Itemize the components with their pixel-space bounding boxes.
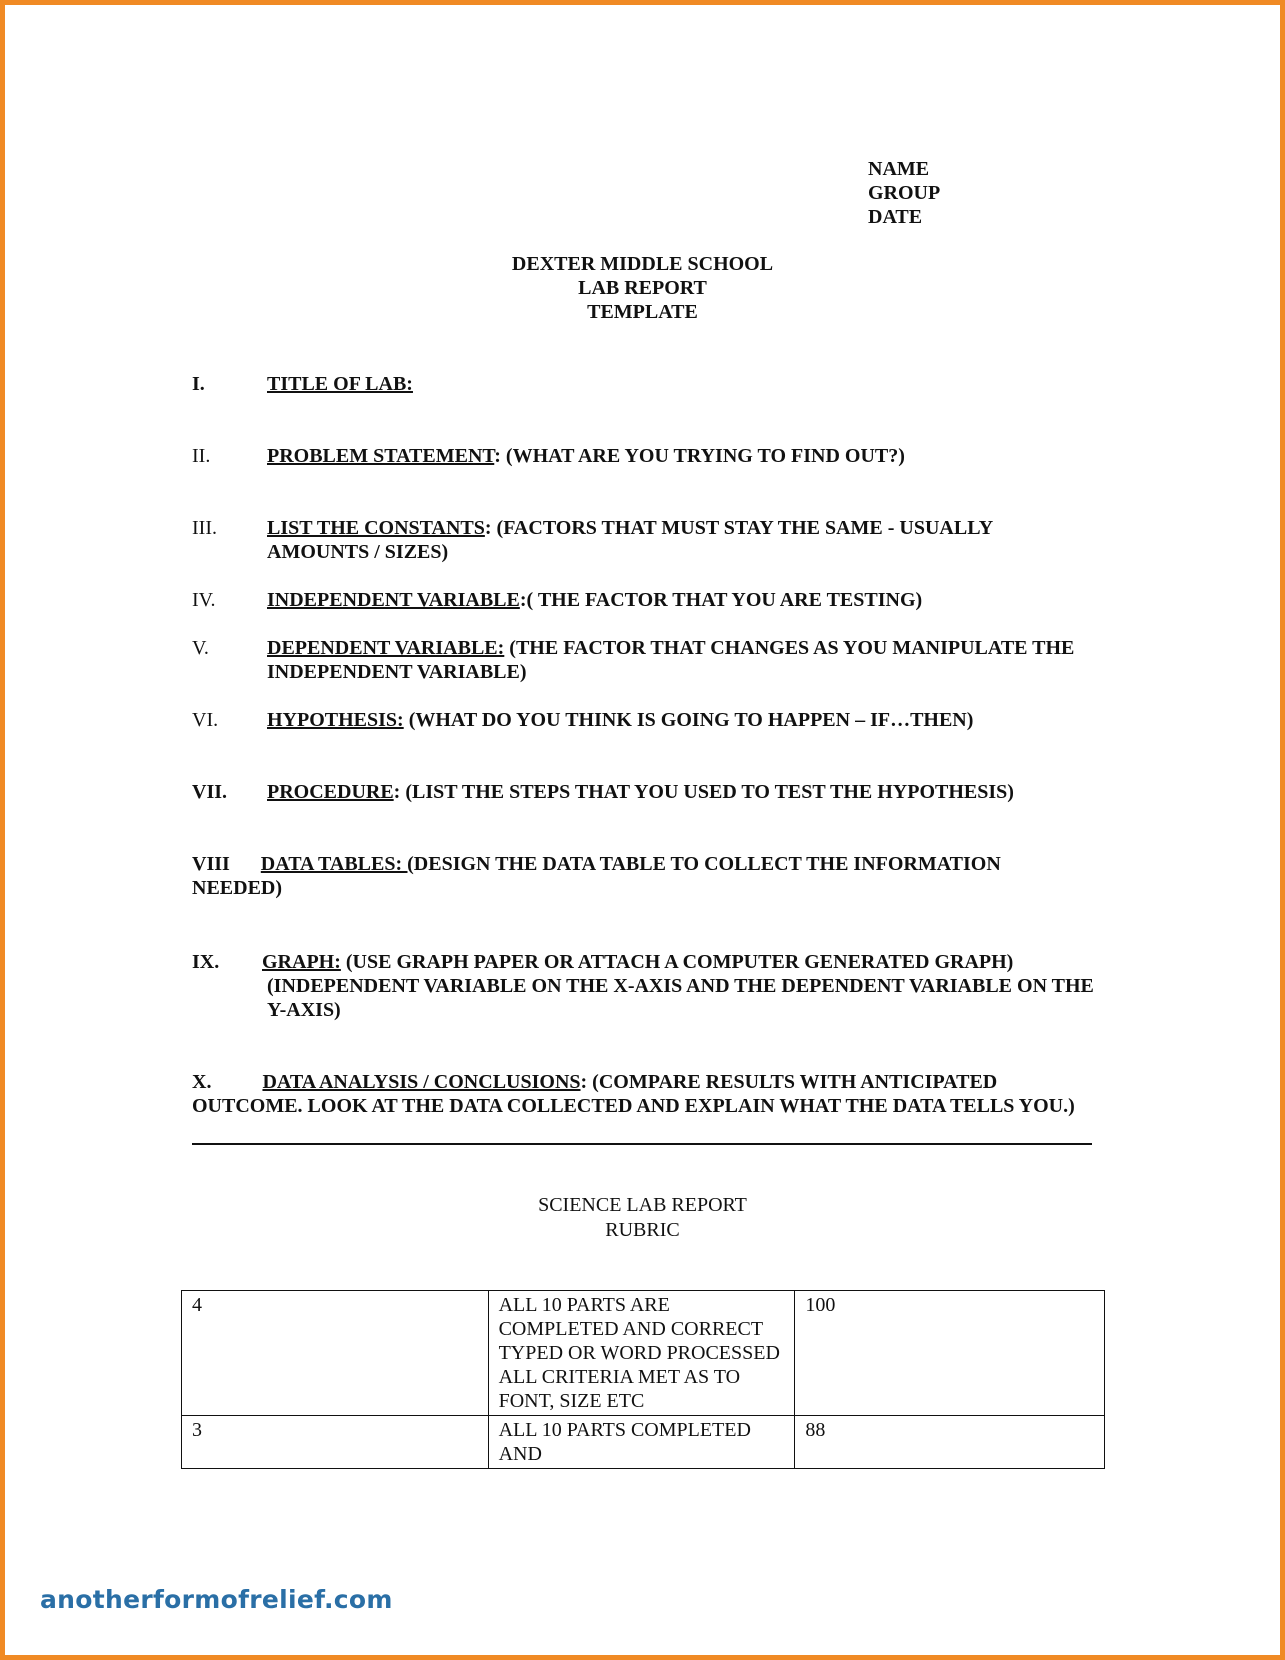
table-row [182,1416,1105,1469]
score-cell: 3 [182,1416,489,1469]
section-description: : (WHAT ARE YOU TRYING TO FIND OUT?) [494,445,905,467]
section-label: TITLE OF LAB: [267,373,413,395]
section-data-analysis [192,1070,1092,1118]
section-label: LIST THE CONSTANTS [267,517,485,539]
criteria-text: ALL 10 PARTS ARE COMPLETED AND CORRECT TYPED OR WORD PROCESSED [498,1294,780,1364]
criteria-cell [488,1416,795,1469]
school-name: DEXTER MIDDLE SCHOOL [511,253,774,275]
section-label: DATA ANALYSIS / CONCLUSIONS [262,1071,581,1093]
section-data-tables [192,852,1092,900]
criteria-cell [488,1291,795,1416]
rubric-title-line2: RUBRIC [605,1219,680,1241]
points-cell: 88 [795,1416,1105,1469]
section-description: DESIGN THE DATA TABLE TO COLLECT THE INFORMATION NEEDED) [192,853,1001,899]
section-number: V. [192,637,209,659]
table-row [182,1291,1105,1416]
student-info-header [868,157,940,229]
section-label: HYPOTHESIS: [267,709,404,731]
horizontal-rule [192,1143,1092,1145]
section-description: (THE FACTOR THAT CHANGES AS YOU MANIPULATE THE INDEPENDENT VARIABLE) [267,637,1075,683]
section-description: :( THE FACTOR THAT YOU ARE TESTING) [519,589,923,611]
section-description-2: (INDEPENDENT VARIABLE ON THE X-AXIS AND THE DEPENDENT VARIABLE ON THE Y-AXIS) [267,975,1094,1021]
points-cell: 100 [795,1291,1105,1416]
group-label: GROUP [868,182,941,204]
section-number: II. [192,445,211,467]
section-label: DATA TABLES: ( [260,853,414,875]
section-label: PROBLEM STATEMENT [267,445,495,467]
section-number: III. [192,517,217,539]
rubric-title-line1: SCIENCE LAB REPORT [538,1194,747,1216]
section-number: VIII [192,853,230,875]
watermark: anotherformofrelief.com [40,1585,393,1614]
title-lab-report: LAB REPORT [578,277,707,299]
criteria-text-2: ALL CRITERIA MET AS TO FONT, SIZE ETC [498,1366,741,1412]
section-number: IX. [192,951,220,973]
section-number: I. [192,373,205,395]
criteria-text: ALL 10 PARTS COMPLETED AND [498,1419,751,1465]
section-description: : (FACTORS THAT MUST STAY THE SAME - USUALLY AMOUNTS / SIZES) [267,517,993,563]
section-description: (USE GRAPH PAPER OR ATTACH A COMPUTER GENERATED GRAPH) [340,951,1014,973]
section-number: VII. [192,781,228,803]
title-template: TEMPLATE [587,301,698,323]
rubric-table [181,1290,1105,1469]
section-label: GRAPH: [262,951,341,973]
section-description: : (LIST THE STEPS THAT YOU USED TO TEST THE HYPOTHESIS) [393,781,1014,803]
section-number: X. [192,1071,212,1093]
section-description: : (COMPARE RESULTS WITH ANTICIPATED OUTCOME. LOOK AT THE DATA COLLECTED AND EXPLAIN WHAT THE DATA TELLS YOU.) [192,1071,1075,1117]
section-number: IV. [192,589,216,611]
section-label: PROCEDURE [267,781,394,803]
section-label: DEPENDENT VARIABLE: [267,637,505,659]
section-description: (WHAT DO YOU THINK IS GOING TO HAPPEN – IF…THEN) [403,709,974,731]
rubric-title [300,1193,985,1243]
date-label: DATE [868,206,923,228]
document-title [300,252,985,324]
section-label: INDEPENDENT VARIABLE [267,589,520,611]
name-label: NAME [868,158,930,180]
score-cell: 4 [182,1291,489,1416]
section-number: VI. [192,709,219,731]
